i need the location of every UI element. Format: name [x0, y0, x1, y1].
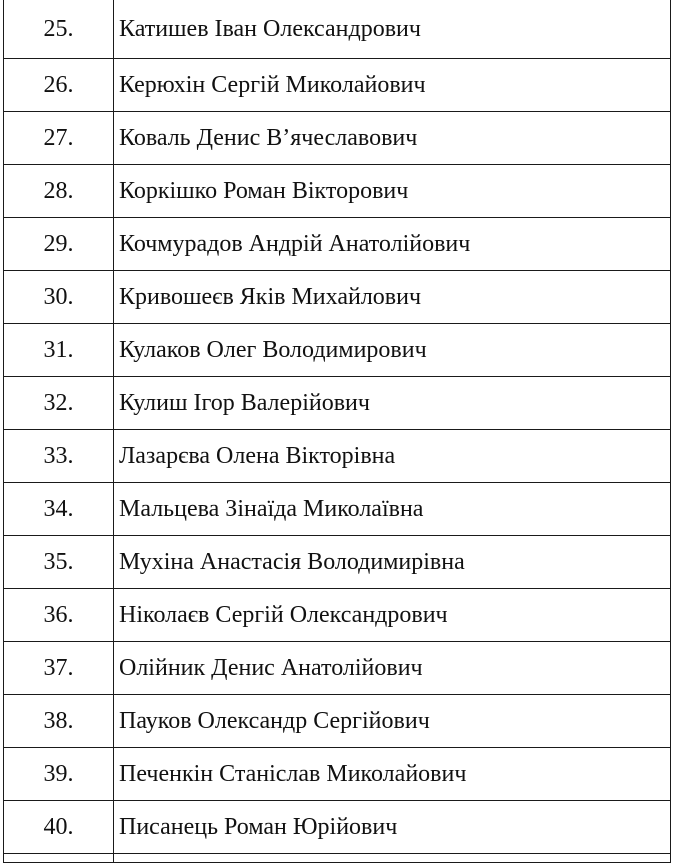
row-number: 26. — [4, 59, 114, 112]
row-number: 33. — [4, 430, 114, 483]
table-row — [4, 642, 671, 695]
table-row-cutoff — [4, 854, 671, 863]
person-name: Пауков Олександр Сергійович — [114, 695, 671, 748]
row-number: 28. — [4, 165, 114, 218]
person-name-empty — [114, 854, 671, 863]
table-row — [4, 59, 671, 112]
table-row — [4, 165, 671, 218]
row-number: 31. — [4, 324, 114, 377]
person-name: Кочмурадов Андрій Анатолійович — [114, 218, 671, 271]
table-row — [4, 483, 671, 536]
row-number: 29. — [4, 218, 114, 271]
row-number: 35. — [4, 536, 114, 589]
table-row — [4, 801, 671, 854]
row-number: 30. — [4, 271, 114, 324]
person-name: Олійник Денис Анатолійович — [114, 642, 671, 695]
table-row — [4, 695, 671, 748]
person-name: Лазарєва Олена Вікторівна — [114, 430, 671, 483]
table-row — [4, 324, 671, 377]
person-name: Кривошеєв Яків Михайлович — [114, 271, 671, 324]
row-number: 32. — [4, 377, 114, 430]
person-name: Кулиш Ігор Валерійович — [114, 377, 671, 430]
person-name: Катишев Іван Олександрович — [114, 0, 671, 59]
row-number: 34. — [4, 483, 114, 536]
row-number: 38. — [4, 695, 114, 748]
person-name: Керюхін Сергій Миколайович — [114, 59, 671, 112]
row-number: 40. — [4, 801, 114, 854]
person-name: Ніколаєв Сергій Олександрович — [114, 589, 671, 642]
row-number: 25. — [4, 0, 114, 59]
person-name: Кулаков Олег Володимирович — [114, 324, 671, 377]
row-number-empty — [4, 854, 114, 863]
table-row — [4, 536, 671, 589]
row-number: 27. — [4, 112, 114, 165]
table-row — [4, 377, 671, 430]
table-row — [4, 589, 671, 642]
table-row — [4, 271, 671, 324]
person-name: Мальцева Зінаїда Миколаївна — [114, 483, 671, 536]
row-number: 36. — [4, 589, 114, 642]
table-row — [4, 112, 671, 165]
table-row — [4, 430, 671, 483]
person-name: Писанець Роман Юрійович — [114, 801, 671, 854]
table-row — [4, 0, 671, 59]
row-number: 39. — [4, 748, 114, 801]
names-table-body — [4, 0, 671, 863]
person-name: Печенкін Станіслав Миколайович — [114, 748, 671, 801]
table-row — [4, 748, 671, 801]
person-name: Коркішко Роман Вікторович — [114, 165, 671, 218]
person-name: Мухіна Анастасія Володимирівна — [114, 536, 671, 589]
row-number: 37. — [4, 642, 114, 695]
person-name: Коваль Денис В’ячеславович — [114, 112, 671, 165]
table-row — [4, 218, 671, 271]
names-table — [3, 0, 671, 863]
